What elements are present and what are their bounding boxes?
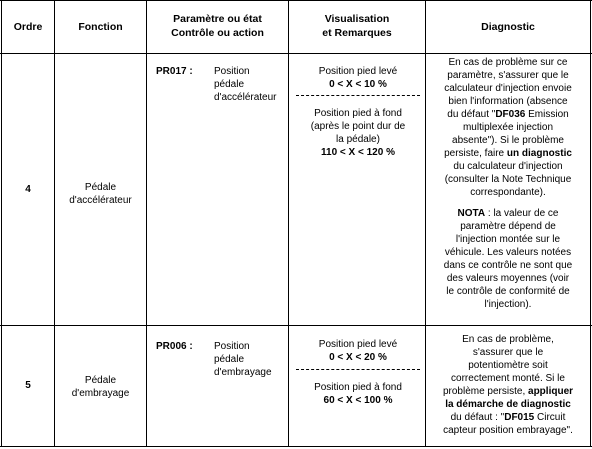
- row4-ordre: 4: [25, 184, 31, 195]
- row5-visu-box1: Position pied levé 0 < X < 20 %: [318, 339, 398, 363]
- row-divider: [0, 325, 592, 326]
- col-divider-2: [146, 0, 147, 447]
- row4-diagnostic: En cas de problème sur ce paramètre, s'assurer que le calculateur d'injection envoie bien l'information (absence du défaut "DF036 Emission multiplexée injection absente"). Si le problème persiste, faire un diagnostic du calculateur d'injection (consulter la Note Technique correspondante). NOTA : la valeur de ce paramètre dépend de l'injection montée sur le véhicule. Les valeurs notées dans ce contrôle ne sont que des valeurs moyennes (voir le contrôle de conformité de l'injection).: [443, 57, 573, 310]
- table-border-bottom: [0, 446, 592, 447]
- header-parametre: Paramètre ou état Contrôle ou action: [171, 13, 264, 39]
- header-fonction: Fonction: [78, 21, 123, 33]
- header-ordre: Ordre: [13, 21, 43, 33]
- header-visualisation: Visualisation et Remarques: [322, 13, 392, 39]
- row4-visu-box1: Position pied levé 0 < X < 10 %: [318, 66, 398, 90]
- row4-visu-box2: Position pied à fond (après le point dur de la pédale) 110 < X < 120 %: [310, 108, 406, 158]
- row5-param-label: Position pédale d'embrayage: [214, 341, 272, 378]
- header-diagnostic: Diagnostic: [481, 21, 535, 33]
- row4-fonction: Pédale d'accélérateur: [69, 182, 132, 206]
- row5-visu-separator: [296, 369, 420, 370]
- row5-ordre: 5: [25, 380, 31, 391]
- header-divider: [0, 53, 592, 54]
- col-divider-3: [288, 0, 289, 447]
- row5-param-code: PR006 :: [156, 341, 193, 352]
- row5-visu-box2: Position pied à fond 60 < X < 100 %: [314, 382, 402, 406]
- row5-diagnostic: En cas de problème, s'assurer que le potentiomètre soit correctement monté. Si le problème persiste, appliquer la démarche de diagnostic du défaut : "DF015 Circuit capteur position embrayage".: [442, 334, 574, 436]
- row4-param-label: Position pédale d'accélérateur: [214, 66, 277, 103]
- row4-param-code: PR017 :: [156, 66, 193, 77]
- row4-visu-separator: [296, 95, 420, 96]
- col-border-right: [590, 0, 591, 447]
- row5-fonction: Pédale d'embrayage: [71, 375, 130, 399]
- table-border-top: [0, 0, 592, 1]
